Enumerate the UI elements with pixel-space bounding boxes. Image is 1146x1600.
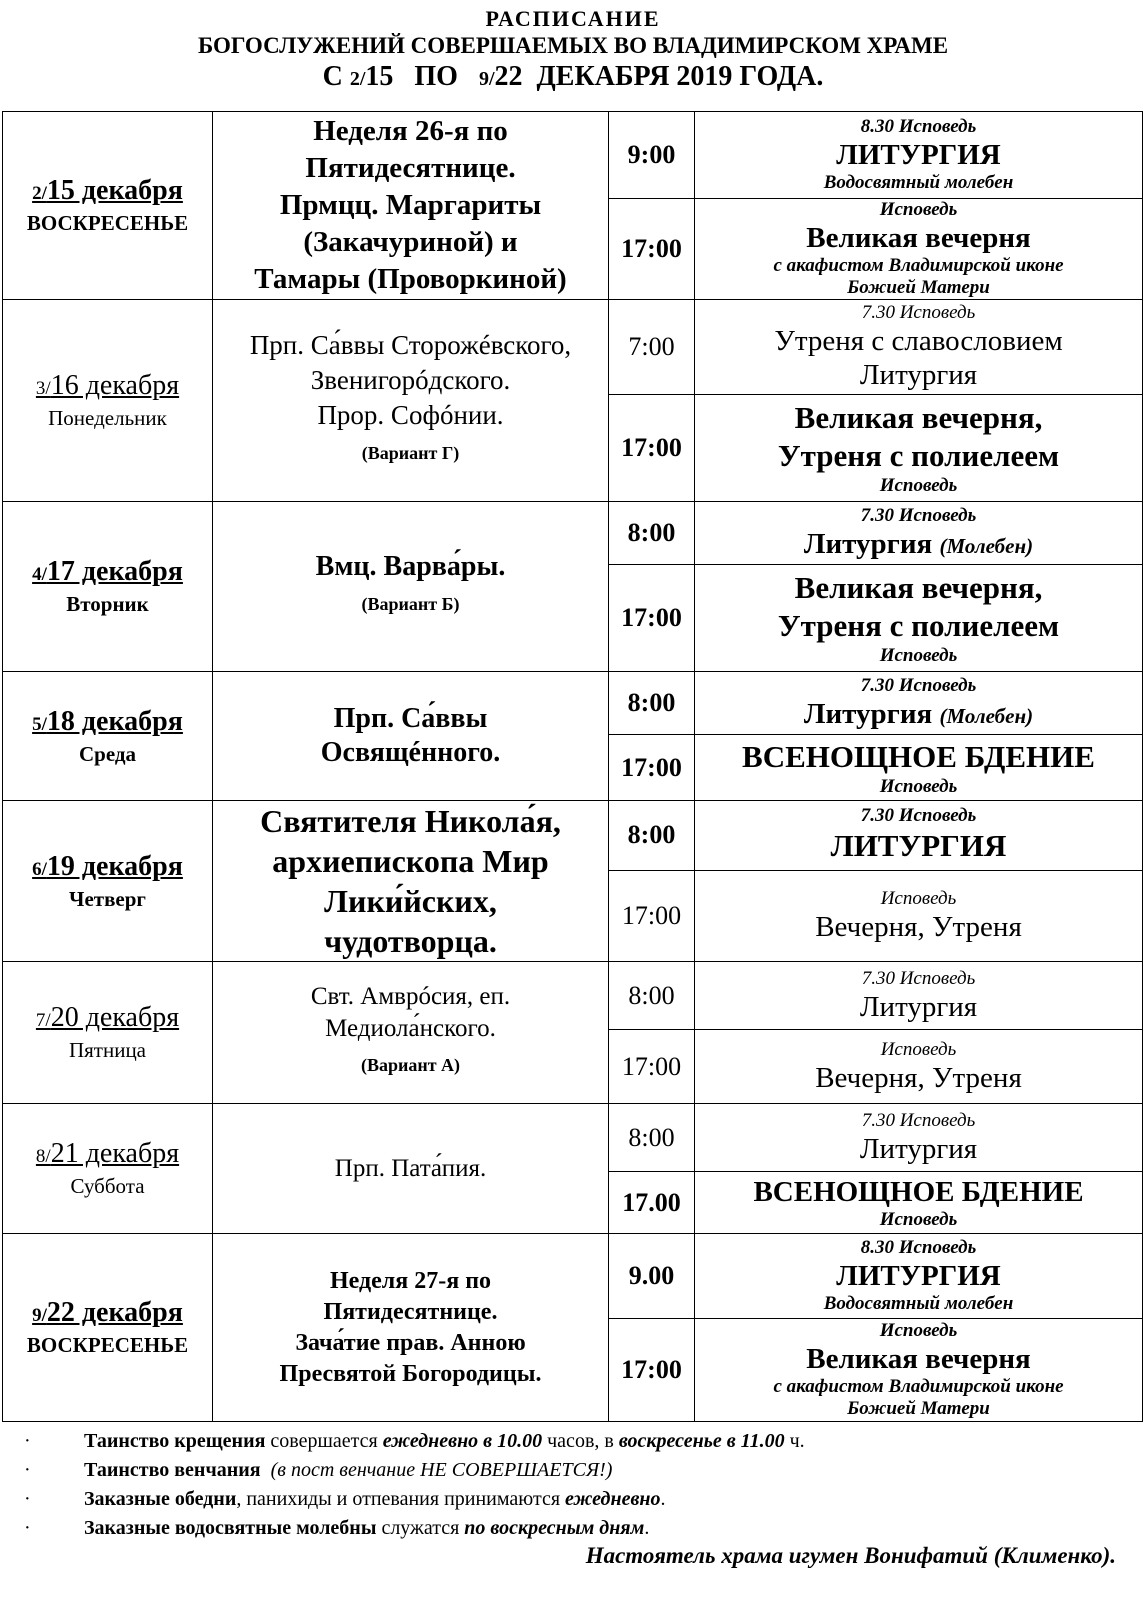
service-note: (Молебен) <box>939 534 1034 558</box>
range-rest: ДЕКАБРЯ 2019 ГОДА. <box>536 61 824 92</box>
list-item <box>0 1485 1146 1514</box>
time-cell: 9:00 <box>609 112 695 199</box>
note-bold: Заказные обедни <box>84 1488 237 1510</box>
note-emph: ежедневно в 10.00 <box>382 1430 543 1452</box>
note-emph: воскресенье в 11.00 <box>618 1430 785 1452</box>
saint-line: Пятидесятнице. <box>305 152 516 184</box>
service-cell <box>695 199 1143 300</box>
date-text: 18 декабря <box>46 705 183 737</box>
note-text: . <box>660 1488 666 1510</box>
weekday: ВОСКРЕСЕНЬЕ <box>26 1333 189 1357</box>
service-name: Великая вечерня, <box>794 570 1043 605</box>
saint-line: Неделя 27-я по <box>329 1267 492 1294</box>
service-note: с акафистом Владимирской иконе <box>773 255 1064 276</box>
saint-line: Медиола́нского. <box>325 1014 496 1042</box>
service-cell <box>695 1172 1143 1234</box>
service-note: 7.30 Исповедь <box>860 505 977 526</box>
service-cell <box>695 962 1143 1030</box>
saint-line: Свт. Амврóсия, еп. <box>310 982 511 1010</box>
service-name: Великая вечерня, <box>794 400 1043 435</box>
saint-line: Пятидесятнице. <box>323 1298 498 1325</box>
service-note: Божией Матери <box>847 277 990 298</box>
variant-label: (Вариант Г) <box>361 443 460 463</box>
time-cell: 8:00 <box>609 672 695 735</box>
service-cell <box>695 112 1143 199</box>
saint-line: Прп. Са́ввы Сторожéвского, <box>249 330 572 360</box>
service-name: ВСЕНОЩНОЕ БДЕНИЕ <box>753 1175 1084 1208</box>
saint-line: архиепископа Мир <box>272 843 549 879</box>
range-d1-small: 2/ <box>349 68 366 90</box>
service-note: Исповедь <box>879 1208 958 1230</box>
time-cell: 8:00 <box>609 962 695 1030</box>
service-note: Исповедь <box>879 199 958 220</box>
saint-line: Прор. Софóнии. <box>317 400 504 430</box>
service-name: Литургия <box>859 1132 978 1165</box>
service-cell <box>695 1234 1143 1319</box>
service-name: Утреня с полиелеем <box>777 438 1060 473</box>
range-d2-small: 9/ <box>478 68 495 90</box>
page-title: РАСПИСАНИЕ <box>485 6 661 31</box>
service-note: Исповедь <box>879 475 958 496</box>
date-text: 19 декабря <box>46 850 183 882</box>
service-name: Литургия <box>803 528 933 560</box>
service-cell <box>695 801 1143 871</box>
saint-line: Неделя 26-я по <box>313 115 508 147</box>
time-cell: 9.00 <box>609 1234 695 1319</box>
date-cell <box>3 672 213 801</box>
service-note: (Молебен) <box>939 704 1034 728</box>
time-cell: 17:00 <box>609 1030 695 1104</box>
variant-label: (Вариант А) <box>360 1054 461 1075</box>
saint-cell <box>213 672 609 801</box>
service-name: ЛИТУРГИЯ <box>836 139 1001 171</box>
service-cell <box>695 1319 1143 1422</box>
service-note: Исповедь <box>879 1320 958 1341</box>
service-name: ЛИТУРГИЯ <box>836 1260 1001 1292</box>
date-text: 15 декабря <box>46 175 183 206</box>
note-bold: Заказные водосвятные молебны <box>84 1517 377 1539</box>
service-cell <box>695 735 1143 801</box>
weekday: Суббота <box>70 1174 145 1198</box>
date-text: 21 декабря <box>50 1138 180 1169</box>
service-cell <box>695 672 1143 735</box>
list-item <box>0 1427 1146 1456</box>
bullet: · <box>24 1488 31 1510</box>
saint-cell <box>213 112 609 300</box>
date-day-small: 9/ <box>32 1305 47 1326</box>
range-po: ПО <box>414 61 458 92</box>
table-row <box>3 962 1143 1030</box>
service-cell <box>695 870 1143 961</box>
time-cell: 17:00 <box>609 199 695 300</box>
saint-line: Лики́йских, <box>324 883 497 919</box>
date-range <box>0 60 1146 96</box>
note-bold: Таинство крещения <box>84 1430 266 1452</box>
service-note: 8.30 Исповедь <box>860 1237 977 1258</box>
service-note: 7.30 Исповедь <box>860 805 977 827</box>
saint-line: (Закачуриной) и <box>303 226 518 258</box>
table-row <box>3 801 1143 871</box>
page-header <box>0 0 1146 96</box>
table-row <box>3 112 1143 199</box>
service-name: Вечерня, Утреня <box>815 1061 1022 1094</box>
table-row <box>3 300 1143 395</box>
date-cell <box>3 300 213 502</box>
signature: Настоятель храма игумен Вонифатий (Клименко). <box>585 1543 1116 1568</box>
range-c: С <box>322 61 343 92</box>
saint-cell <box>213 962 609 1104</box>
saint-cell <box>213 1104 609 1234</box>
service-note: 7.30 Исповедь <box>861 1109 976 1131</box>
weekday: Пятница <box>68 1038 147 1062</box>
date-text: 17 декабря <box>46 556 183 587</box>
list-item <box>0 1456 1146 1485</box>
date-cell <box>3 502 213 672</box>
date-text: 20 декабря <box>50 1002 180 1033</box>
service-name: Утреня с полиелеем <box>777 608 1060 643</box>
service-note: Исповедь <box>879 645 958 666</box>
saint-line: Прп. Пата́пия. <box>334 1154 487 1182</box>
note-emph: по воскресным дням <box>464 1517 645 1539</box>
service-cell <box>695 1030 1143 1104</box>
time-cell: 8:00 <box>609 801 695 871</box>
service-note: 8.30 Исповедь <box>860 116 977 137</box>
weekday: ВОСКРЕСЕНЬЕ <box>26 211 189 235</box>
date-day-small: 2/ <box>32 183 47 204</box>
note-bold: Таинство венчания <box>84 1459 261 1481</box>
service-note: Исповедь <box>880 1038 957 1060</box>
service-note: с акафистом Владимирской иконе <box>773 1376 1064 1397</box>
service-note: 7.30 Исповедь <box>861 302 976 323</box>
note-text: ч. <box>784 1430 805 1452</box>
service-cell <box>695 1104 1143 1172</box>
service-cell <box>695 395 1143 502</box>
saint-cell <box>213 801 609 962</box>
time-cell: 8:00 <box>609 1104 695 1172</box>
service-note: Божией Матери <box>847 1398 990 1419</box>
service-note: Водосвятный молебен <box>823 1293 1014 1314</box>
saint-cell <box>213 1234 609 1422</box>
note-text: служатся <box>376 1517 465 1539</box>
date-day-small: 8/ <box>35 1146 51 1167</box>
table-row <box>3 672 1143 735</box>
date-cell <box>3 962 213 1104</box>
date-text: 22 декабря <box>46 1297 183 1328</box>
note-text: совершается <box>265 1430 383 1452</box>
date-day-small: 3/ <box>35 378 51 399</box>
date-day-small: 5/ <box>32 713 47 735</box>
date-day-small: 4/ <box>32 564 47 585</box>
saint-line: Зача́тие прав. Анною <box>295 1329 526 1356</box>
page-subtitle: БОГОСЛУЖЕНИЙ СОВЕРШАЕМЫХ ВО ВЛАДИМИРСКОМ ХРАМЕ <box>197 33 949 58</box>
saint-line: Прмцц. Маргариты <box>279 189 542 221</box>
saint-line: чудотворца. <box>324 923 497 959</box>
service-name: Литургия <box>859 990 978 1023</box>
range-d2: 22 <box>494 61 523 92</box>
time-cell: 17:00 <box>609 735 695 801</box>
note-emph: (в пост венчание НЕ СОВЕРШАЕТСЯ!) <box>270 1459 613 1481</box>
bullet: · <box>24 1430 31 1452</box>
saint-line: Святителя Никола́я, <box>260 803 561 839</box>
table-row <box>3 502 1143 565</box>
note-text: часов, в <box>542 1430 619 1452</box>
time-cell: 17:00 <box>609 395 695 502</box>
date-text: 16 декабря <box>50 370 180 401</box>
bullet: · <box>24 1459 31 1481</box>
schedule-table <box>2 111 1143 1422</box>
weekday: Среда <box>78 741 136 766</box>
weekday: Понедельник <box>48 406 167 430</box>
table-row <box>3 1104 1143 1172</box>
note-emph: ежедневно <box>565 1488 661 1510</box>
note-text: , панихиды и отпевания принимаются <box>236 1488 566 1510</box>
date-cell <box>3 801 213 962</box>
list-item <box>0 1514 1146 1543</box>
service-name: Литургия <box>859 359 978 391</box>
service-name: Утреня с славословием <box>774 325 1063 357</box>
saint-cell <box>213 300 609 502</box>
note-text: . <box>644 1517 650 1539</box>
date-day-small: 7/ <box>35 1010 51 1031</box>
service-name: ЛИТУРГИЯ <box>830 828 1007 864</box>
time-cell: 17:00 <box>609 1319 695 1422</box>
weekday: Четверг <box>69 886 146 911</box>
footer-notes <box>0 1427 1146 1543</box>
bullet: · <box>24 1517 31 1539</box>
date-cell <box>3 1234 213 1422</box>
service-cell <box>695 565 1143 672</box>
saint-line: Прп. Са́ввы <box>333 703 488 734</box>
service-cell <box>695 300 1143 395</box>
date-cell <box>3 1104 213 1234</box>
date-day-small: 6/ <box>32 858 47 880</box>
saint-line: Вмц. Варва́ры. <box>315 550 506 582</box>
weekday: Вторник <box>66 592 149 616</box>
time-cell: 17.00 <box>609 1172 695 1234</box>
service-note: 7.30 Исповедь <box>860 675 977 696</box>
time-cell: 7:00 <box>609 300 695 395</box>
service-note: Исповедь <box>879 775 958 797</box>
saint-line: Освящéнного. <box>320 737 501 768</box>
service-name: ВСЕНОЩНОЕ БДЕНИЕ <box>742 738 1095 774</box>
service-name: Литургия <box>803 698 933 730</box>
service-cell <box>695 502 1143 565</box>
table-row <box>3 1234 1143 1319</box>
saint-line: Пресвятой Богородицы. <box>279 1360 542 1387</box>
date-cell <box>3 112 213 300</box>
saint-line: Тамары (Проворкиной) <box>254 263 567 295</box>
saint-line: Звенигорóдского. <box>310 365 511 395</box>
time-cell: 17:00 <box>609 565 695 672</box>
saint-cell <box>213 502 609 672</box>
time-cell: 17:00 <box>609 870 695 961</box>
service-note: Водосвятный молебен <box>823 172 1014 193</box>
variant-label: (Вариант Б) <box>361 593 460 614</box>
service-note: 7.30 Исповедь <box>861 967 976 989</box>
time-cell: 8:00 <box>609 502 695 565</box>
service-note: Исповедь <box>880 887 957 909</box>
service-name: Вечерня, Утреня <box>815 910 1022 943</box>
service-name: Великая вечерня <box>806 222 1031 254</box>
service-name: Великая вечерня <box>806 1343 1031 1375</box>
range-d1: 15 <box>365 61 394 92</box>
